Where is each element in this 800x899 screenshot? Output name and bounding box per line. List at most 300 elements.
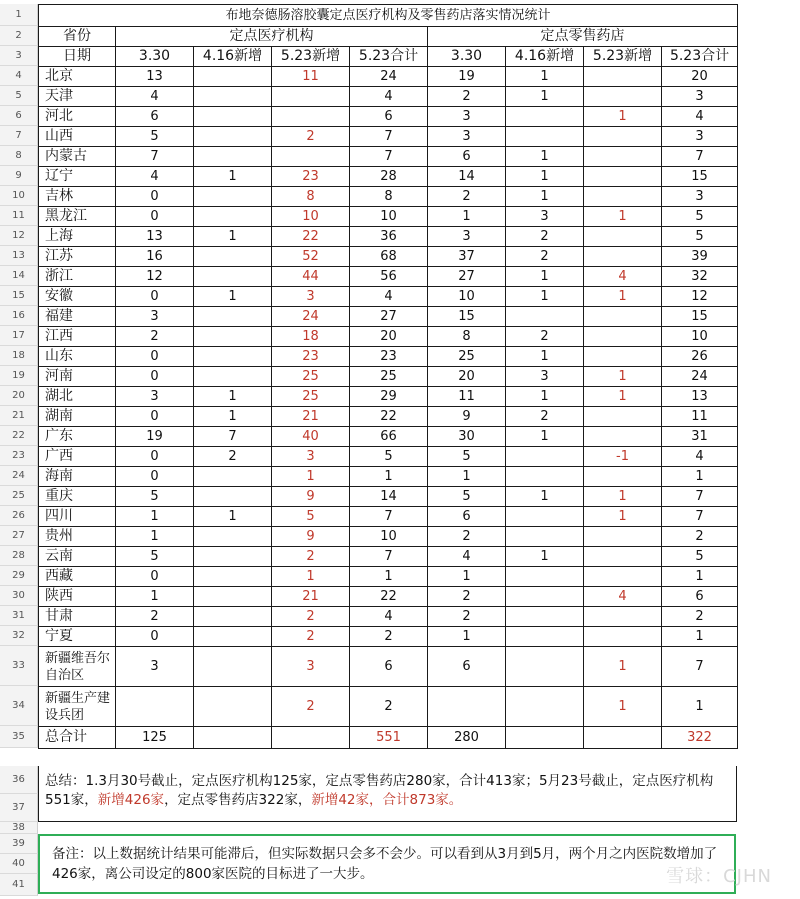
- value-cell[interactable]: [194, 147, 272, 167]
- value-cell[interactable]: 5: [428, 487, 506, 507]
- value-cell[interactable]: [194, 687, 272, 727]
- value-cell[interactable]: 6: [662, 587, 738, 607]
- value-cell[interactable]: 5: [662, 547, 738, 567]
- value-cell[interactable]: [194, 367, 272, 387]
- value-cell[interactable]: 2: [428, 587, 506, 607]
- value-cell[interactable]: 5: [272, 507, 350, 527]
- value-cell[interactable]: 5: [428, 447, 506, 467]
- value-cell[interactable]: 1: [506, 267, 584, 287]
- value-cell[interactable]: 1: [116, 587, 194, 607]
- total-cell[interactable]: 125: [116, 727, 194, 749]
- value-cell[interactable]: [584, 427, 662, 447]
- value-cell[interactable]: [194, 487, 272, 507]
- value-cell[interactable]: 1: [272, 567, 350, 587]
- value-cell[interactable]: 1: [662, 467, 738, 487]
- province-cell[interactable]: 重庆: [39, 487, 116, 507]
- value-cell[interactable]: 1: [428, 567, 506, 587]
- value-cell[interactable]: [194, 467, 272, 487]
- value-cell[interactable]: 10: [350, 527, 428, 547]
- value-cell[interactable]: 5: [116, 127, 194, 147]
- value-cell[interactable]: 1: [506, 87, 584, 107]
- value-cell[interactable]: 7: [662, 487, 738, 507]
- table-title[interactable]: 布地奈德肠溶胶囊定点医疗机构及零售药店落实情况统计: [39, 5, 738, 27]
- value-cell[interactable]: 15: [662, 167, 738, 187]
- value-cell[interactable]: [584, 467, 662, 487]
- province-cell[interactable]: 内蒙古: [39, 147, 116, 167]
- value-cell[interactable]: 1: [584, 687, 662, 727]
- value-cell[interactable]: [194, 87, 272, 107]
- value-cell[interactable]: 13: [116, 67, 194, 87]
- value-cell[interactable]: 10: [272, 207, 350, 227]
- value-cell[interactable]: [194, 127, 272, 147]
- value-cell[interactable]: 2: [272, 627, 350, 647]
- province-cell[interactable]: 新疆维吾尔自治区: [39, 647, 116, 687]
- value-cell[interactable]: 27: [350, 307, 428, 327]
- value-cell[interactable]: 10: [350, 207, 428, 227]
- value-cell[interactable]: 6: [350, 647, 428, 687]
- province-cell[interactable]: 河北: [39, 107, 116, 127]
- value-cell[interactable]: 7: [662, 147, 738, 167]
- value-cell[interactable]: 1: [506, 487, 584, 507]
- value-cell[interactable]: 66: [350, 427, 428, 447]
- value-cell[interactable]: 23: [350, 347, 428, 367]
- value-cell[interactable]: 30: [428, 427, 506, 447]
- value-cell[interactable]: 1: [584, 287, 662, 307]
- date-header[interactable]: 日期: [39, 47, 116, 67]
- value-cell[interactable]: 39: [662, 247, 738, 267]
- value-cell[interactable]: [194, 527, 272, 547]
- value-cell[interactable]: 1: [506, 287, 584, 307]
- province-cell[interactable]: 广东: [39, 427, 116, 447]
- value-cell[interactable]: [116, 687, 194, 727]
- value-cell[interactable]: 2: [116, 607, 194, 627]
- value-cell[interactable]: 2: [662, 527, 738, 547]
- value-cell[interactable]: 0: [116, 367, 194, 387]
- value-cell[interactable]: [194, 627, 272, 647]
- value-cell[interactable]: 27: [428, 267, 506, 287]
- province-cell[interactable]: 四川: [39, 507, 116, 527]
- value-cell[interactable]: 0: [116, 207, 194, 227]
- value-cell[interactable]: [506, 567, 584, 587]
- value-cell[interactable]: 1: [506, 147, 584, 167]
- value-cell[interactable]: [194, 187, 272, 207]
- note-box[interactable]: [38, 834, 736, 894]
- value-cell[interactable]: [584, 347, 662, 367]
- value-cell[interactable]: 28: [350, 167, 428, 187]
- value-cell[interactable]: [194, 247, 272, 267]
- value-cell[interactable]: 2: [428, 87, 506, 107]
- value-cell[interactable]: [194, 267, 272, 287]
- value-cell[interactable]: 7: [662, 507, 738, 527]
- value-cell[interactable]: 0: [116, 187, 194, 207]
- value-cell[interactable]: 23: [272, 167, 350, 187]
- value-cell[interactable]: [194, 607, 272, 627]
- value-cell[interactable]: 2: [272, 607, 350, 627]
- value-cell[interactable]: [194, 107, 272, 127]
- value-cell[interactable]: [584, 167, 662, 187]
- value-cell[interactable]: [194, 327, 272, 347]
- value-cell[interactable]: 1: [194, 227, 272, 247]
- value-cell[interactable]: 3: [662, 87, 738, 107]
- value-cell[interactable]: [506, 647, 584, 687]
- value-cell[interactable]: 2: [350, 627, 428, 647]
- value-cell[interactable]: 24: [350, 67, 428, 87]
- value-cell[interactable]: 25: [350, 367, 428, 387]
- value-cell[interactable]: 0: [116, 467, 194, 487]
- value-cell[interactable]: 3: [662, 187, 738, 207]
- value-cell[interactable]: 6: [350, 107, 428, 127]
- subheader-cell[interactable]: 5.23新增: [584, 47, 662, 67]
- value-cell[interactable]: 68: [350, 247, 428, 267]
- value-cell[interactable]: 3: [428, 227, 506, 247]
- value-cell[interactable]: 21: [272, 587, 350, 607]
- value-cell[interactable]: 19: [116, 427, 194, 447]
- value-cell[interactable]: 1: [506, 67, 584, 87]
- province-cell[interactable]: 新疆生产建设兵团: [39, 687, 116, 727]
- value-cell[interactable]: 6: [116, 107, 194, 127]
- value-cell[interactable]: 20: [350, 327, 428, 347]
- value-cell[interactable]: 5: [116, 547, 194, 567]
- total-cell[interactable]: 551: [350, 727, 428, 749]
- province-cell[interactable]: 上海: [39, 227, 116, 247]
- value-cell[interactable]: 8: [272, 187, 350, 207]
- value-cell[interactable]: 0: [116, 407, 194, 427]
- value-cell[interactable]: 7: [350, 547, 428, 567]
- value-cell[interactable]: [584, 627, 662, 647]
- value-cell[interactable]: 1: [662, 567, 738, 587]
- subheader-cell[interactable]: 5.23新增: [272, 47, 350, 67]
- value-cell[interactable]: 1: [584, 387, 662, 407]
- value-cell[interactable]: 3: [506, 207, 584, 227]
- total-cell[interactable]: [272, 727, 350, 749]
- value-cell[interactable]: 12: [662, 287, 738, 307]
- value-cell[interactable]: 1: [506, 547, 584, 567]
- province-cell[interactable]: 云南: [39, 547, 116, 567]
- value-cell[interactable]: 1: [662, 687, 738, 727]
- value-cell[interactable]: 2: [506, 227, 584, 247]
- value-cell[interactable]: [272, 107, 350, 127]
- value-cell[interactable]: 0: [116, 347, 194, 367]
- subheader-cell[interactable]: 5.23合计: [662, 47, 738, 67]
- province-cell[interactable]: 北京: [39, 67, 116, 87]
- value-cell[interactable]: 37: [428, 247, 506, 267]
- value-cell[interactable]: 3: [116, 387, 194, 407]
- value-cell[interactable]: [428, 687, 506, 727]
- value-cell[interactable]: 13: [662, 387, 738, 407]
- value-cell[interactable]: 2: [272, 547, 350, 567]
- value-cell[interactable]: 1: [350, 567, 428, 587]
- value-cell[interactable]: 4: [428, 547, 506, 567]
- value-cell[interactable]: 2: [506, 407, 584, 427]
- value-cell[interactable]: 1: [506, 427, 584, 447]
- value-cell[interactable]: 21: [272, 407, 350, 427]
- total-cell[interactable]: [584, 727, 662, 749]
- value-cell[interactable]: 11: [428, 387, 506, 407]
- value-cell[interactable]: 1: [584, 487, 662, 507]
- value-cell[interactable]: 7: [350, 127, 428, 147]
- value-cell[interactable]: 56: [350, 267, 428, 287]
- total-label[interactable]: 总合计: [39, 727, 116, 749]
- province-header[interactable]: 省份: [39, 27, 116, 47]
- value-cell[interactable]: 32: [662, 267, 738, 287]
- value-cell[interactable]: 1: [584, 507, 662, 527]
- value-cell[interactable]: 14: [350, 487, 428, 507]
- value-cell[interactable]: [506, 527, 584, 547]
- province-cell[interactable]: 山东: [39, 347, 116, 367]
- value-cell[interactable]: 2: [506, 327, 584, 347]
- value-cell[interactable]: [506, 467, 584, 487]
- value-cell[interactable]: [194, 307, 272, 327]
- value-cell[interactable]: 3: [272, 447, 350, 467]
- subheader-cell[interactable]: 3.30: [428, 47, 506, 67]
- value-cell[interactable]: 3: [272, 287, 350, 307]
- province-cell[interactable]: 广西: [39, 447, 116, 467]
- value-cell[interactable]: 4: [662, 447, 738, 467]
- value-cell[interactable]: 1: [428, 207, 506, 227]
- value-cell[interactable]: [194, 67, 272, 87]
- value-cell[interactable]: 16: [116, 247, 194, 267]
- value-cell[interactable]: 1: [194, 287, 272, 307]
- pharmacy-group-header[interactable]: 定点零售药店: [428, 27, 738, 47]
- total-cell[interactable]: [506, 727, 584, 749]
- subheader-cell[interactable]: 3.30: [116, 47, 194, 67]
- subheader-cell[interactable]: 4.16新增: [194, 47, 272, 67]
- value-cell[interactable]: [272, 147, 350, 167]
- value-cell[interactable]: 1: [194, 507, 272, 527]
- province-cell[interactable]: 宁夏: [39, 627, 116, 647]
- value-cell[interactable]: 1: [506, 187, 584, 207]
- value-cell[interactable]: [506, 307, 584, 327]
- value-cell[interactable]: [506, 507, 584, 527]
- subheader-cell[interactable]: 5.23合计: [350, 47, 428, 67]
- value-cell[interactable]: [584, 147, 662, 167]
- value-cell[interactable]: 9: [272, 527, 350, 547]
- value-cell[interactable]: 0: [116, 567, 194, 587]
- value-cell[interactable]: 3: [428, 107, 506, 127]
- value-cell[interactable]: -1: [584, 447, 662, 467]
- value-cell[interactable]: [584, 307, 662, 327]
- value-cell[interactable]: [506, 127, 584, 147]
- value-cell[interactable]: 4: [662, 107, 738, 127]
- value-cell[interactable]: 6: [428, 147, 506, 167]
- value-cell[interactable]: 3: [116, 307, 194, 327]
- value-cell[interactable]: 2: [428, 187, 506, 207]
- value-cell[interactable]: [506, 627, 584, 647]
- value-cell[interactable]: 3: [662, 127, 738, 147]
- value-cell[interactable]: 1: [662, 627, 738, 647]
- total-cell[interactable]: [194, 727, 272, 749]
- value-cell[interactable]: [272, 87, 350, 107]
- value-cell[interactable]: [584, 567, 662, 587]
- province-cell[interactable]: 安徽: [39, 287, 116, 307]
- value-cell[interactable]: 0: [116, 287, 194, 307]
- value-cell[interactable]: 2: [194, 447, 272, 467]
- value-cell[interactable]: [584, 547, 662, 567]
- province-cell[interactable]: 甘肃: [39, 607, 116, 627]
- total-cell[interactable]: 280: [428, 727, 506, 749]
- value-cell[interactable]: 12: [116, 267, 194, 287]
- value-cell[interactable]: 2: [428, 527, 506, 547]
- value-cell[interactable]: 4: [350, 607, 428, 627]
- value-cell[interactable]: [584, 407, 662, 427]
- value-cell[interactable]: 2: [428, 607, 506, 627]
- province-cell[interactable]: 湖北: [39, 387, 116, 407]
- value-cell[interactable]: 7: [350, 507, 428, 527]
- value-cell[interactable]: 29: [350, 387, 428, 407]
- value-cell[interactable]: 2: [116, 327, 194, 347]
- value-cell[interactable]: 1: [584, 647, 662, 687]
- value-cell[interactable]: [194, 547, 272, 567]
- province-cell[interactable]: 海南: [39, 467, 116, 487]
- value-cell[interactable]: 7: [350, 147, 428, 167]
- province-cell[interactable]: 山西: [39, 127, 116, 147]
- value-cell[interactable]: 4: [116, 167, 194, 187]
- value-cell[interactable]: 15: [428, 307, 506, 327]
- value-cell[interactable]: 15: [662, 307, 738, 327]
- value-cell[interactable]: 4: [116, 87, 194, 107]
- value-cell[interactable]: 2: [350, 687, 428, 727]
- value-cell[interactable]: 4: [350, 87, 428, 107]
- value-cell[interactable]: [584, 127, 662, 147]
- value-cell[interactable]: 11: [662, 407, 738, 427]
- total-cell[interactable]: 322: [662, 727, 738, 749]
- value-cell[interactable]: 10: [428, 287, 506, 307]
- province-cell[interactable]: 天津: [39, 87, 116, 107]
- value-cell[interactable]: 8: [428, 327, 506, 347]
- province-cell[interactable]: 江苏: [39, 247, 116, 267]
- value-cell[interactable]: 3: [116, 647, 194, 687]
- value-cell[interactable]: [584, 67, 662, 87]
- value-cell[interactable]: 44: [272, 267, 350, 287]
- value-cell[interactable]: [506, 687, 584, 727]
- value-cell[interactable]: 13: [116, 227, 194, 247]
- value-cell[interactable]: 52: [272, 247, 350, 267]
- province-cell[interactable]: 浙江: [39, 267, 116, 287]
- value-cell[interactable]: 1: [194, 407, 272, 427]
- province-cell[interactable]: 江西: [39, 327, 116, 347]
- value-cell[interactable]: 0: [116, 627, 194, 647]
- value-cell[interactable]: [194, 207, 272, 227]
- value-cell[interactable]: 6: [428, 647, 506, 687]
- value-cell[interactable]: [194, 567, 272, 587]
- value-cell[interactable]: [584, 87, 662, 107]
- value-cell[interactable]: 1: [428, 627, 506, 647]
- value-cell[interactable]: [506, 447, 584, 467]
- value-cell[interactable]: 40: [272, 427, 350, 447]
- province-cell[interactable]: 陕西: [39, 587, 116, 607]
- province-cell[interactable]: 黑龙江: [39, 207, 116, 227]
- province-cell[interactable]: 西藏: [39, 567, 116, 587]
- value-cell[interactable]: 1: [506, 387, 584, 407]
- value-cell[interactable]: 6: [428, 507, 506, 527]
- value-cell[interactable]: 0: [116, 447, 194, 467]
- summary-cell[interactable]: [38, 766, 737, 822]
- value-cell[interactable]: [584, 227, 662, 247]
- value-cell[interactable]: [584, 527, 662, 547]
- value-cell[interactable]: 2: [662, 607, 738, 627]
- value-cell[interactable]: 3: [506, 367, 584, 387]
- value-cell[interactable]: [584, 327, 662, 347]
- value-cell[interactable]: 5: [662, 227, 738, 247]
- value-cell[interactable]: [194, 587, 272, 607]
- value-cell[interactable]: 22: [272, 227, 350, 247]
- value-cell[interactable]: 20: [662, 67, 738, 87]
- value-cell[interactable]: 22: [350, 587, 428, 607]
- value-cell[interactable]: [506, 107, 584, 127]
- value-cell[interactable]: [584, 187, 662, 207]
- value-cell[interactable]: [584, 607, 662, 627]
- value-cell[interactable]: 36: [350, 227, 428, 247]
- province-cell[interactable]: 吉林: [39, 187, 116, 207]
- value-cell[interactable]: 9: [428, 407, 506, 427]
- value-cell[interactable]: 26: [662, 347, 738, 367]
- value-cell[interactable]: 1: [584, 207, 662, 227]
- value-cell[interactable]: 1: [506, 167, 584, 187]
- value-cell[interactable]: 4: [350, 287, 428, 307]
- value-cell[interactable]: 1: [194, 167, 272, 187]
- value-cell[interactable]: 1: [350, 467, 428, 487]
- value-cell[interactable]: [194, 347, 272, 367]
- value-cell[interactable]: 1: [428, 467, 506, 487]
- value-cell[interactable]: 9: [272, 487, 350, 507]
- value-cell[interactable]: 7: [194, 427, 272, 447]
- value-cell[interactable]: 8: [350, 187, 428, 207]
- value-cell[interactable]: 4: [584, 267, 662, 287]
- value-cell[interactable]: 1: [584, 367, 662, 387]
- province-cell[interactable]: 贵州: [39, 527, 116, 547]
- value-cell[interactable]: 5: [662, 207, 738, 227]
- province-cell[interactable]: 湖南: [39, 407, 116, 427]
- value-cell[interactable]: 25: [272, 387, 350, 407]
- value-cell[interactable]: 7: [116, 147, 194, 167]
- value-cell[interactable]: 11: [272, 67, 350, 87]
- value-cell[interactable]: 2: [272, 127, 350, 147]
- value-cell[interactable]: [584, 247, 662, 267]
- value-cell[interactable]: 1: [584, 107, 662, 127]
- value-cell[interactable]: [506, 587, 584, 607]
- value-cell[interactable]: 23: [272, 347, 350, 367]
- value-cell[interactable]: 1: [194, 387, 272, 407]
- value-cell[interactable]: 14: [428, 167, 506, 187]
- subheader-cell[interactable]: 4.16新增: [506, 47, 584, 67]
- value-cell[interactable]: [194, 647, 272, 687]
- province-cell[interactable]: 福建: [39, 307, 116, 327]
- value-cell[interactable]: 5: [350, 447, 428, 467]
- hospital-group-header[interactable]: 定点医疗机构: [116, 27, 428, 47]
- value-cell[interactable]: 31: [662, 427, 738, 447]
- value-cell[interactable]: 25: [272, 367, 350, 387]
- value-cell[interactable]: 4: [584, 587, 662, 607]
- value-cell[interactable]: [506, 607, 584, 627]
- value-cell[interactable]: 19: [428, 67, 506, 87]
- value-cell[interactable]: 1: [116, 507, 194, 527]
- value-cell[interactable]: 18: [272, 327, 350, 347]
- value-cell[interactable]: 3: [272, 647, 350, 687]
- value-cell[interactable]: 5: [116, 487, 194, 507]
- value-cell[interactable]: 22: [350, 407, 428, 427]
- value-cell[interactable]: 2: [272, 687, 350, 727]
- value-cell[interactable]: 20: [428, 367, 506, 387]
- value-cell[interactable]: 1: [506, 347, 584, 367]
- value-cell[interactable]: 7: [662, 647, 738, 687]
- value-cell[interactable]: 25: [428, 347, 506, 367]
- province-cell[interactable]: 河南: [39, 367, 116, 387]
- value-cell[interactable]: 3: [428, 127, 506, 147]
- value-cell[interactable]: 1: [272, 467, 350, 487]
- value-cell[interactable]: 24: [272, 307, 350, 327]
- value-cell[interactable]: 24: [662, 367, 738, 387]
- value-cell[interactable]: 1: [116, 527, 194, 547]
